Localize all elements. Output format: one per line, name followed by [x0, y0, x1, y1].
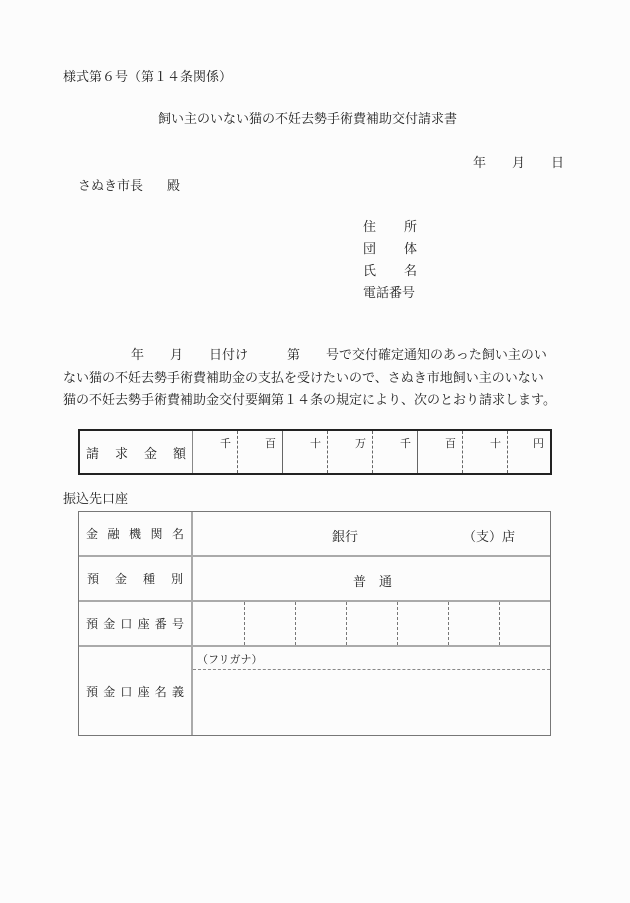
account-digit-cell[interactable] [448, 602, 500, 645]
account-digit-cell[interactable] [397, 602, 449, 645]
addressee [78, 175, 180, 194]
date-month: 月 [512, 156, 526, 171]
amount-digit-cell[interactable]: 千 [373, 431, 418, 473]
deposit-type-label: 預 金 種 別 [79, 557, 193, 600]
amount-digit-cell[interactable]: 円 [533, 437, 544, 450]
date-day: 日 [551, 156, 565, 171]
amount-digit-cell[interactable]: 十 [283, 431, 328, 473]
bank-table [78, 511, 551, 736]
body-line-2: ない猫の不妊去勢手術費補助金の支払を受けたいので、さぬき市地飼い主のいない [63, 370, 544, 386]
row-institution [79, 512, 550, 557]
account-digit-cell[interactable] [295, 602, 347, 645]
request-body [63, 345, 583, 413]
account-digit-cell[interactable] [193, 602, 245, 645]
deposit-type-ordinary: 普 通 [353, 575, 393, 590]
field-organization[interactable]: 団 体 [363, 242, 418, 257]
document-title: 飼い主のいない猫の不妊去勢手術費補助交付請求書 [158, 112, 458, 127]
date-year: 年 [473, 156, 487, 171]
applicant-block [363, 217, 417, 305]
amount-digit-cell[interactable]: 万 [328, 431, 373, 473]
account-digit-cell[interactable] [346, 602, 398, 645]
account-number-label: 預 金 口 座 番 号 [79, 602, 193, 645]
body-line-3: 猫の不妊去勢手術費補助金交付要綱第１４条の規定により、次のとおり請求します。 [63, 393, 556, 408]
body-line-1: 年 月 日付け 第 号で交付確定通知のあった飼い主のい [131, 348, 547, 363]
amount-digit-cell[interactable]: 百 [238, 431, 283, 473]
account-digit-cell[interactable] [244, 602, 296, 645]
branch-suffix: （支）店 [463, 530, 516, 545]
furigana-divider [193, 669, 550, 670]
furigana-label: （フリガナ） [197, 653, 263, 666]
deposit-type-value[interactable] [193, 557, 550, 600]
bank-section-label: 振込先口座 [63, 492, 129, 507]
row-account-number [79, 602, 550, 647]
row-deposit-type [79, 557, 550, 602]
addressee-name: さぬき市長 [78, 179, 144, 194]
amount-digit-cell[interactable]: 十 [463, 431, 508, 473]
form-number: 様式第６号（第１４条関係） [63, 70, 233, 85]
amount-digit-cell[interactable]: 百 [418, 431, 463, 473]
field-address[interactable]: 住 所 [363, 220, 418, 235]
institution-label: 金 融 機 関 名 [79, 512, 193, 555]
addressee-honorific: 殿 [167, 179, 181, 194]
field-phone[interactable]: 電話番号 [363, 286, 416, 301]
amount-digit-cell[interactable]: 千 [193, 431, 238, 473]
field-name[interactable]: 氏 名 [363, 264, 418, 279]
amount-label: 請 求 金 額 [80, 431, 193, 473]
amount-table [78, 429, 552, 475]
row-account-name [79, 647, 550, 735]
account-name-value[interactable] [193, 647, 550, 735]
account-name-label: 預 金 口 座 名 義 [79, 647, 193, 735]
account-number-value[interactable] [193, 602, 550, 645]
institution-value[interactable] [193, 512, 550, 555]
date-line [473, 152, 564, 171]
bank-suffix: 銀行 [332, 530, 359, 545]
